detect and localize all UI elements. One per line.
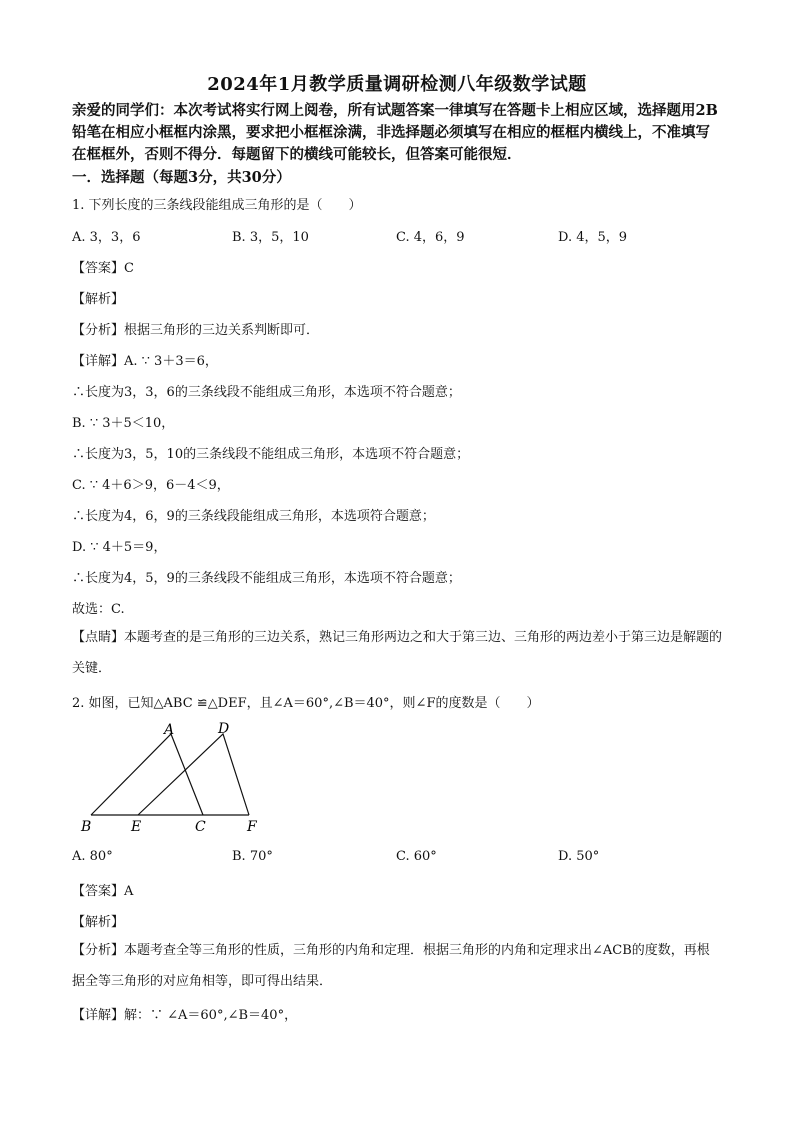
q1-answer: 【答案】C (72, 261, 134, 276)
q1-detail-line: C. ∵ 4＋6＞9，6－4＜9， (72, 478, 230, 493)
triangle-figure (75, 722, 275, 837)
q2-option-a: A. 80° (72, 849, 113, 864)
q1-analysis-label: 【解析】 (72, 292, 125, 307)
figure-label-f: F (247, 819, 257, 835)
q1-detail-line: ∴长度为4，5，9的三条线段不能组成三角形，本选项不符合题意； (72, 571, 461, 586)
section-heading: 一．选择题（每题3分，共30分） (72, 169, 291, 186)
q2-stem: 2. 如图，已知△ABC ≌△DEF，且∠A＝60°,∠B＝40°，则∠F的度数是（ ） (72, 696, 540, 711)
figure-label-d: D (218, 722, 230, 737)
q1-option-c: C. 4，6，9 (396, 230, 465, 245)
q1-detail-line: ∴长度为3，5，10的三条线段不能组成三角形，本选项不符合题意； (72, 447, 470, 462)
q1-detail-line: 故选：C. (72, 602, 125, 617)
figure-label-c: C (195, 819, 206, 835)
q1-fenxi: 【分析】根据三角形的三边关系判断即可． (72, 323, 320, 338)
triangle-def-sides (138, 734, 249, 815)
q1-detail-line: ∴长度为4，6，9的三条线段能组成三角形，本选项符合题意； (72, 509, 435, 524)
q2-option-d: D. 50° (558, 849, 600, 864)
q1-detail-line: D. ∵ 4＋5＝9， (72, 540, 167, 555)
q1-option-a: A. 3，3，6 (72, 230, 141, 245)
q1-detail-line: 【详解】A. ∵ 3＋3＝6， (72, 354, 218, 369)
q2-option-c: C. 60° (396, 849, 437, 864)
exam-instructions: 亲爱的同学们：本次考试将实行网上阅卷，所有试题答案一律填写在答题卡上相应区域，选择题用2B铅笔在相应小框框内涂黑，要求把小框框涂满，非选择题必须填写在相应的框框内横线上，不准填写在框框外，否则不得分．每题留下的横线可能较长，但答案可能很短． (72, 102, 718, 163)
q1-detail-line: B. ∵ 3＋5＜10， (72, 416, 175, 431)
q1-stem: 1. 下列长度的三条线段能组成三角形的是（ ） (72, 198, 362, 213)
page-title: 2024年1月教学质量调研检测八年级数学试题 (207, 74, 587, 95)
q2-option-b: B. 70° (232, 849, 273, 864)
figure-label-b: B (81, 819, 92, 835)
figure-label-a: A (164, 722, 175, 738)
triangle-abc-sides (91, 734, 203, 815)
figure-label-e: E (131, 819, 142, 835)
q1-option-b: B. 3，5，10 (232, 230, 309, 245)
q2-fenxi: 【分析】本题考查全等三角形的性质，三角形的内角和定理．根据三角形的内角和定理求出∠ACB的度数，再根据全等三角形的对应角相等，即可得出结果． (72, 943, 710, 989)
q1-detail-line: ∴长度为3，3，6的三条线段不能组成三角形，本选项不符合题意； (72, 385, 461, 400)
q1-dianjing: 【点睛】本题考查的是三角形的三边关系，熟记三角形两边之和大于第三边、三角形的两边差小于第三边是解题的关键． (72, 630, 723, 676)
q2-analysis-label: 【解析】 (72, 915, 125, 930)
q2-detail: 【详解】解：∵ ∠A＝60°,∠B＝40°， (72, 1008, 298, 1023)
q2-answer: 【答案】A (72, 884, 134, 899)
q1-option-d: D. 4，5，9 (558, 230, 628, 245)
